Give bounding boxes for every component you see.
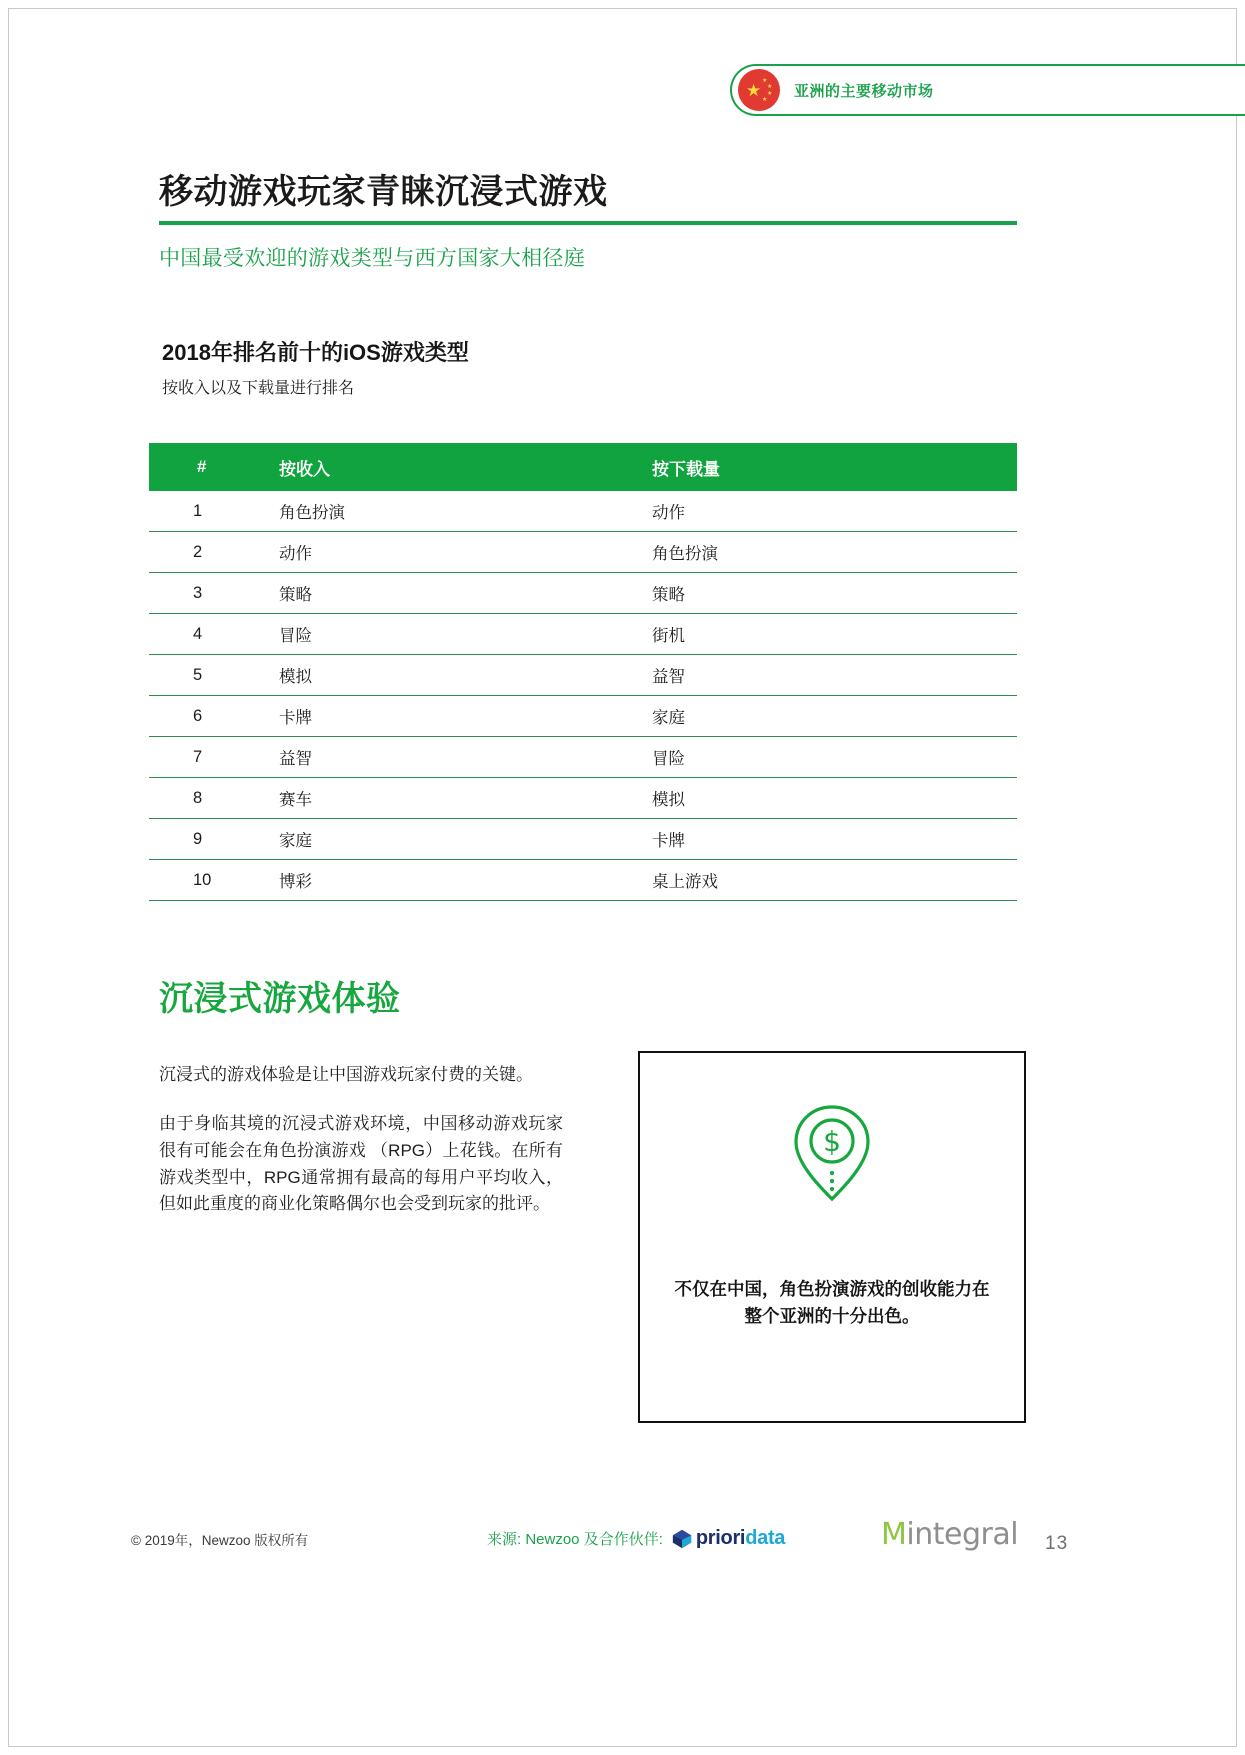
cell-rank: 7 — [193, 747, 203, 766]
immersive-paragraph-1: 沉浸式的游戏体验是让中国游戏玩家付费的关键。 — [159, 1065, 533, 1084]
cell-rank: 10 — [193, 870, 212, 889]
cell-revenue-genre: 博彩 — [279, 873, 312, 891]
region-badge — [730, 64, 1245, 116]
cell-download-genre: 街机 — [652, 627, 685, 645]
cell-download-genre: 桌上游戏 — [652, 873, 718, 891]
table-header-row — [149, 443, 1017, 491]
svg-text:$: $ — [823, 1125, 841, 1158]
cell-revenue-genre: 冒险 — [279, 627, 312, 645]
page-canvas — [8, 8, 1237, 1747]
cell-download-genre: 策略 — [652, 586, 685, 604]
table-row — [149, 696, 1017, 737]
footer-source — [487, 1527, 785, 1550]
prioridata-wordmark — [696, 1527, 785, 1550]
section-subheading: 按收入以及下载量进行排名 — [162, 380, 355, 397]
page-number: 13 — [1045, 1533, 1069, 1554]
table-row — [149, 778, 1017, 819]
prioridata-prefix: priori — [695, 1527, 746, 1549]
cell-download-genre: 冒险 — [652, 750, 685, 768]
cell-rank: 6 — [193, 706, 203, 725]
top-genres-table — [149, 443, 1017, 901]
table-header-revenue: 按收入 — [279, 459, 330, 479]
footer-source-label: 来源: Newzoo 及合作伙伴: — [487, 1531, 663, 1548]
prioridata-logo — [671, 1527, 785, 1550]
cell-download-genre: 动作 — [652, 504, 685, 522]
flag-star-small-3: ★ — [767, 91, 773, 97]
callout-box — [638, 1051, 1026, 1423]
cell-download-genre: 卡牌 — [652, 832, 685, 850]
cell-revenue-genre: 动作 — [279, 545, 312, 563]
money-location-pin-icon — [784, 1101, 880, 1218]
flag-star-small-2: ★ — [767, 84, 773, 90]
table-row — [149, 819, 1017, 860]
table-row — [149, 614, 1017, 655]
prioridata-suffix: data — [745, 1527, 786, 1549]
cell-download-genre: 模拟 — [652, 791, 685, 809]
mintegral-suffix: integral — [906, 1517, 1019, 1552]
table-row — [149, 737, 1017, 778]
cell-download-genre: 益智 — [652, 668, 685, 686]
cell-download-genre: 角色扮演 — [652, 545, 718, 563]
cell-rank: 2 — [193, 542, 203, 561]
cell-revenue-genre: 角色扮演 — [279, 504, 345, 522]
cell-rank: 9 — [193, 829, 203, 848]
flag-star-large: ★ — [746, 81, 762, 100]
region-badge-label: 亚洲的主要移动市场 — [794, 82, 934, 100]
flag-star-small-4: ★ — [762, 97, 768, 103]
cell-revenue-genre: 家庭 — [279, 832, 312, 850]
cell-rank: 3 — [193, 583, 203, 602]
cell-revenue-genre: 益智 — [279, 750, 312, 768]
mintegral-wordmark — [881, 1517, 1018, 1552]
page-title: 移动游戏玩家青睐沉浸式游戏 — [159, 173, 608, 211]
table-row — [149, 655, 1017, 696]
table-row — [149, 491, 1017, 532]
prioridata-mark-icon — [671, 1528, 693, 1550]
cell-revenue-genre: 模拟 — [279, 668, 312, 686]
china-flag-icon — [738, 69, 780, 111]
mintegral-logo — [881, 1517, 1018, 1552]
footer-copyright: © 2019年，Newzoo 版权所有 — [131, 1533, 309, 1548]
cell-rank: 5 — [193, 665, 203, 684]
table-row — [149, 532, 1017, 573]
cell-download-genre: 家庭 — [652, 709, 685, 727]
cell-revenue-genre: 卡牌 — [279, 709, 312, 727]
table-row — [149, 860, 1017, 901]
table-row — [149, 573, 1017, 614]
cell-revenue-genre: 赛车 — [279, 791, 312, 809]
flag-star-small-1: ★ — [762, 78, 768, 84]
mintegral-prefix: M — [881, 1517, 907, 1552]
table-header-rank: # — [197, 457, 207, 476]
cell-rank: 1 — [193, 501, 203, 520]
table-body — [149, 491, 1017, 901]
cell-rank: 8 — [193, 788, 203, 807]
page-subtitle: 中国最受欢迎的游戏类型与西方国家大相径庭 — [159, 247, 585, 270]
title-divider — [159, 221, 1017, 225]
immersive-paragraph-2: 由于身临其境的沉浸式游戏环境，中国移动游戏玩家很有可能会在角色扮演游戏 （RPG）上花钱。在所有游戏类型中，RPG通常拥有最高的每用户平均收入，但如此重度的商业化策略偶尔也会受到玩家的批评。 — [159, 1113, 563, 1214]
immersive-heading: 沉浸式游戏体验 — [159, 980, 401, 1018]
section-heading: 2018年排名前十的iOS游戏类型 — [162, 340, 469, 365]
cell-rank: 4 — [193, 624, 203, 643]
callout-caption: 不仅在中国，角色扮演游戏的创收能力在整个亚洲的十分出色。 — [674, 1279, 990, 1327]
cell-revenue-genre: 策略 — [279, 586, 312, 604]
table-header-downloads: 按下载量 — [652, 459, 720, 479]
immersive-body — [159, 1062, 563, 1240]
